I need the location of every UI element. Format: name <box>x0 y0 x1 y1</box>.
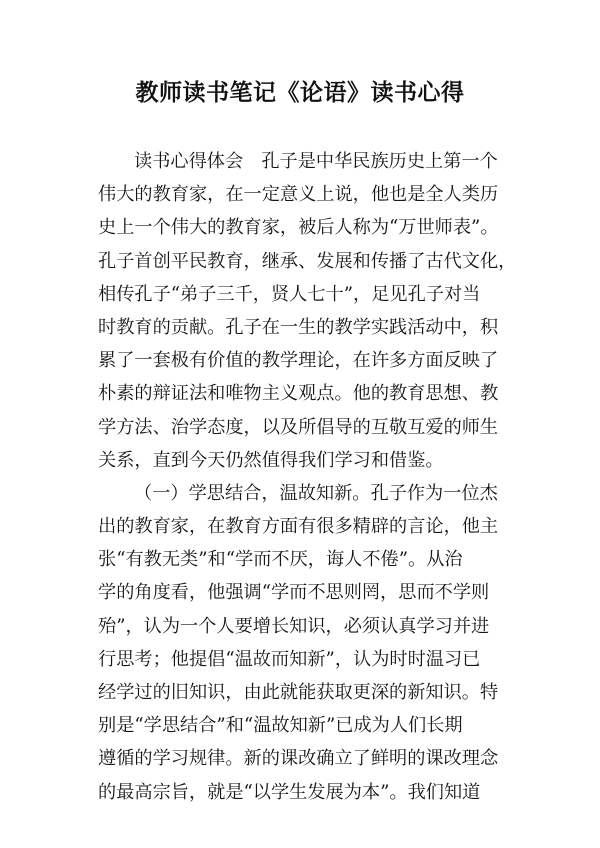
paragraph-line: 累了一套极有价值的教学理论，在许多方面反映了 <box>98 350 499 372</box>
paragraph-line: 殆”，认为一个人要增长知识，必须认真学习并进 <box>98 615 490 637</box>
document-body <box>98 145 517 809</box>
paragraph-line: 学方法、治学态度，以及所倡导的互敬互爱的师生 <box>98 416 499 438</box>
paragraph-line: 朴素的辩证法和唯物主义观点。他的教育思想、教 <box>98 383 499 405</box>
document-title: 教师读书笔记《论语》读书心得 <box>135 80 465 106</box>
paragraph-line: 关系，直到今天仍然值得我们学习和借鉴。 <box>98 449 444 471</box>
paragraph-line: 相传孔子“弟子三千，贤人七十”，足见孔子对当 <box>98 283 481 305</box>
paragraph-line: 孔子首创平民教育，继承、发展和传播了古代文化， <box>98 250 517 272</box>
paragraph-line: 别是“学思结合”和“温故知新”已成为人们长期 <box>98 715 463 737</box>
paragraph-line: 学的角度看，他强调“学而不思则罔，思而不学则 <box>98 582 490 604</box>
paragraph-line: 遵循的学习规律。新的课改确立了鲜明的课改理念 <box>98 748 499 770</box>
paragraph-line: （一）学思结合，温故知新。孔子作为一位杰 <box>134 482 498 504</box>
paragraph-line: 张“有教无类”和“学而不厌，诲人不倦”。从治 <box>98 549 463 571</box>
paragraph-line: 时教育的贡献。孔子在一生的教学实践活动中，积 <box>98 316 499 338</box>
paragraph-line: 行思考；他提倡“温故而知新”，认为时时温习已 <box>98 648 481 670</box>
paragraph-line: 伟大的教育家，在一定意义上说，他也是全人类历 <box>98 184 499 206</box>
paragraph-line: 史上一个伟大的教育家，被后人称为“万世师表”。 <box>98 217 499 239</box>
paragraph-line: 经学过的旧知识，由此就能获取更深的新知识。特 <box>98 682 499 703</box>
paragraph-line: 的最高宗旨，就是“以学生发展为本”。我们知道 <box>98 781 481 803</box>
paragraph-line: 出的教育家，在教育方面有很多精辟的言论，他主 <box>98 516 499 538</box>
paragraph-line: 读书心得体会 孔子是中华民族历史上第一个 <box>134 151 498 172</box>
